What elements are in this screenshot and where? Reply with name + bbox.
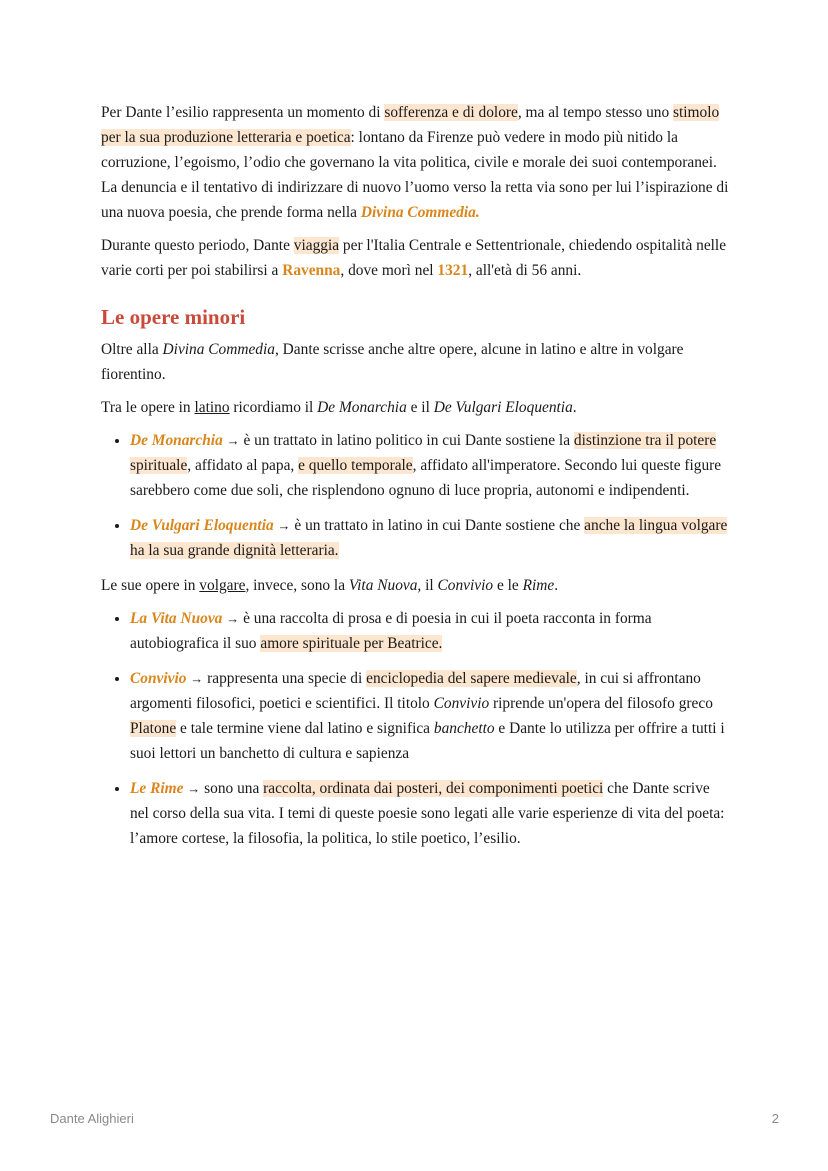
footer-title: Dante Alighieri	[50, 1111, 134, 1126]
text: e le	[493, 577, 523, 594]
year-term: 1321	[437, 262, 469, 279]
text: Le sue opere in	[101, 577, 200, 594]
list-item	[130, 666, 731, 766]
volgare-works-list	[101, 606, 731, 851]
section-heading: Le opere minori	[101, 305, 246, 329]
text: , in cui si affrontano argomenti filosofici, poetici e scientifici. Il titolo	[130, 670, 701, 712]
text: e Dante lo utilizza per offrire a tutti i suoi lettori un banchetto di cultura e sapienza	[130, 720, 725, 762]
highlight: enciclopedia del sapere medievale	[366, 670, 577, 687]
arrow-icon: →	[187, 781, 201, 796]
italic-text: Vita Nuova,	[348, 577, 422, 594]
text: è una raccolta di prosa e di poesia in cui il poeta racconta in forma autobiografica il suo	[130, 610, 652, 652]
text: Tra le opere in	[101, 399, 195, 416]
italic-text: De Monarchia	[317, 399, 407, 416]
arrow-icon: →	[226, 611, 240, 626]
text: ricordiamo il	[229, 399, 318, 416]
list-item	[130, 606, 731, 656]
arrow-icon: →	[277, 518, 291, 533]
text: rappresenta una specie di	[203, 670, 367, 687]
underlined-text: latino	[194, 399, 230, 416]
text: , all'età di 56 anni.	[468, 262, 582, 279]
work-title: Convivio	[130, 670, 187, 687]
highlight: stimolo per la sua produzione letteraria e poetica	[101, 104, 720, 146]
list-item	[130, 776, 731, 851]
page-content	[101, 100, 731, 861]
divina-commedia-term: Divina Commedia.	[360, 204, 480, 221]
text: il	[421, 577, 438, 594]
text: .	[554, 577, 559, 594]
highlight: amore spirituale per Beatrice.	[260, 635, 443, 652]
italic-text: Rime	[522, 577, 555, 594]
text: è un trattato in latino politico in cui Dante sostiene la	[239, 432, 574, 449]
paragraph-intro	[101, 337, 731, 387]
arrow-icon: →	[190, 671, 204, 686]
text: e tale termine viene dal latino e significa	[176, 720, 434, 737]
text: , dove morì nel	[340, 262, 438, 279]
text: : lontano da Firenze può vedere in modo più nitido la corruzione, l’egoismo, l’odio che governano la vita politica, civile e morale dei suoi contemporanei. La denuncia e il tentativo di indirizzare di nuovo l’uomo verso la retta via sono per lui l’ispirazione di una nuova poesia, che prende forma nella	[101, 129, 729, 221]
text: che Dante scrive nel corso della sua vita. I temi di queste poesie sono legati alle varie esperienze di vita del poeta: l’amore cortese, la filosofia, la politica, lo stile poetico, l’esilio.	[130, 780, 725, 847]
latin-works-list	[101, 428, 731, 563]
text: riprende un'opera del filosofo greco	[489, 695, 713, 712]
work-title: De Vulgari Eloquentia	[130, 517, 274, 534]
text: , ma al tempo stesso uno	[517, 104, 674, 121]
text: sono una	[200, 780, 264, 797]
underlined-text: volgare	[199, 577, 246, 594]
highlight: viaggia	[293, 237, 340, 254]
text: , Dante scrisse anche altre opere, alcune in latino e altre in volgare fiorentino.	[101, 341, 684, 383]
highlight: raccolta, ordinata dai posteri, dei componimenti poetici	[263, 780, 604, 797]
arrow-icon: →	[226, 433, 240, 448]
page-number: 2	[771, 1111, 779, 1126]
highlight: Platone	[130, 720, 177, 737]
highlight: sofferenza e di dolore	[384, 104, 518, 121]
highlight: distinzione tra il potere spirituale	[130, 432, 717, 474]
text: , affidato al papa,	[187, 457, 299, 474]
text: per l'Italia Centrale e Settentrionale, chiedendo ospitalità nelle varie corti per poi stabilirsi a	[101, 237, 727, 279]
highlight: e quello temporale	[298, 457, 413, 474]
list-item	[130, 513, 731, 563]
italic-text: Convivio	[437, 577, 494, 594]
highlight: anche la lingua volgare ha la sua grande dignità letteraria.	[130, 517, 728, 559]
text: Durante questo periodo, Dante	[101, 237, 294, 254]
paragraph-latin	[101, 395, 731, 420]
paragraph-travels	[101, 233, 731, 283]
text: .	[572, 399, 577, 416]
italic-text: banchetto	[433, 720, 495, 737]
text: Per Dante l’esilio rappresenta un momento di	[101, 104, 385, 121]
italic-text: Divina Commedia	[162, 341, 275, 358]
italic-text: Convivio	[433, 695, 490, 712]
text: e il	[406, 399, 434, 416]
text: Oltre alla	[101, 341, 163, 358]
text: , affidato all'imperatore. Secondo lui queste figure sarebbero come due soli, che risplendono ognuno di luce propria, autonomi e indipendenti.	[130, 457, 722, 499]
paragraph-volgare	[101, 573, 731, 598]
list-item	[130, 428, 731, 503]
text: è un trattato in latino in cui Dante sostiene che	[290, 517, 585, 534]
paragraph-exile	[101, 100, 731, 225]
text: , invece, sono la	[245, 577, 349, 594]
work-title: De Monarchia	[130, 432, 223, 449]
italic-text: De Vulgari Eloquentia	[433, 399, 573, 416]
ravenna-term: Ravenna	[282, 262, 341, 279]
work-title: Le Rime	[130, 780, 184, 797]
work-title: La Vita Nuova	[130, 610, 223, 627]
